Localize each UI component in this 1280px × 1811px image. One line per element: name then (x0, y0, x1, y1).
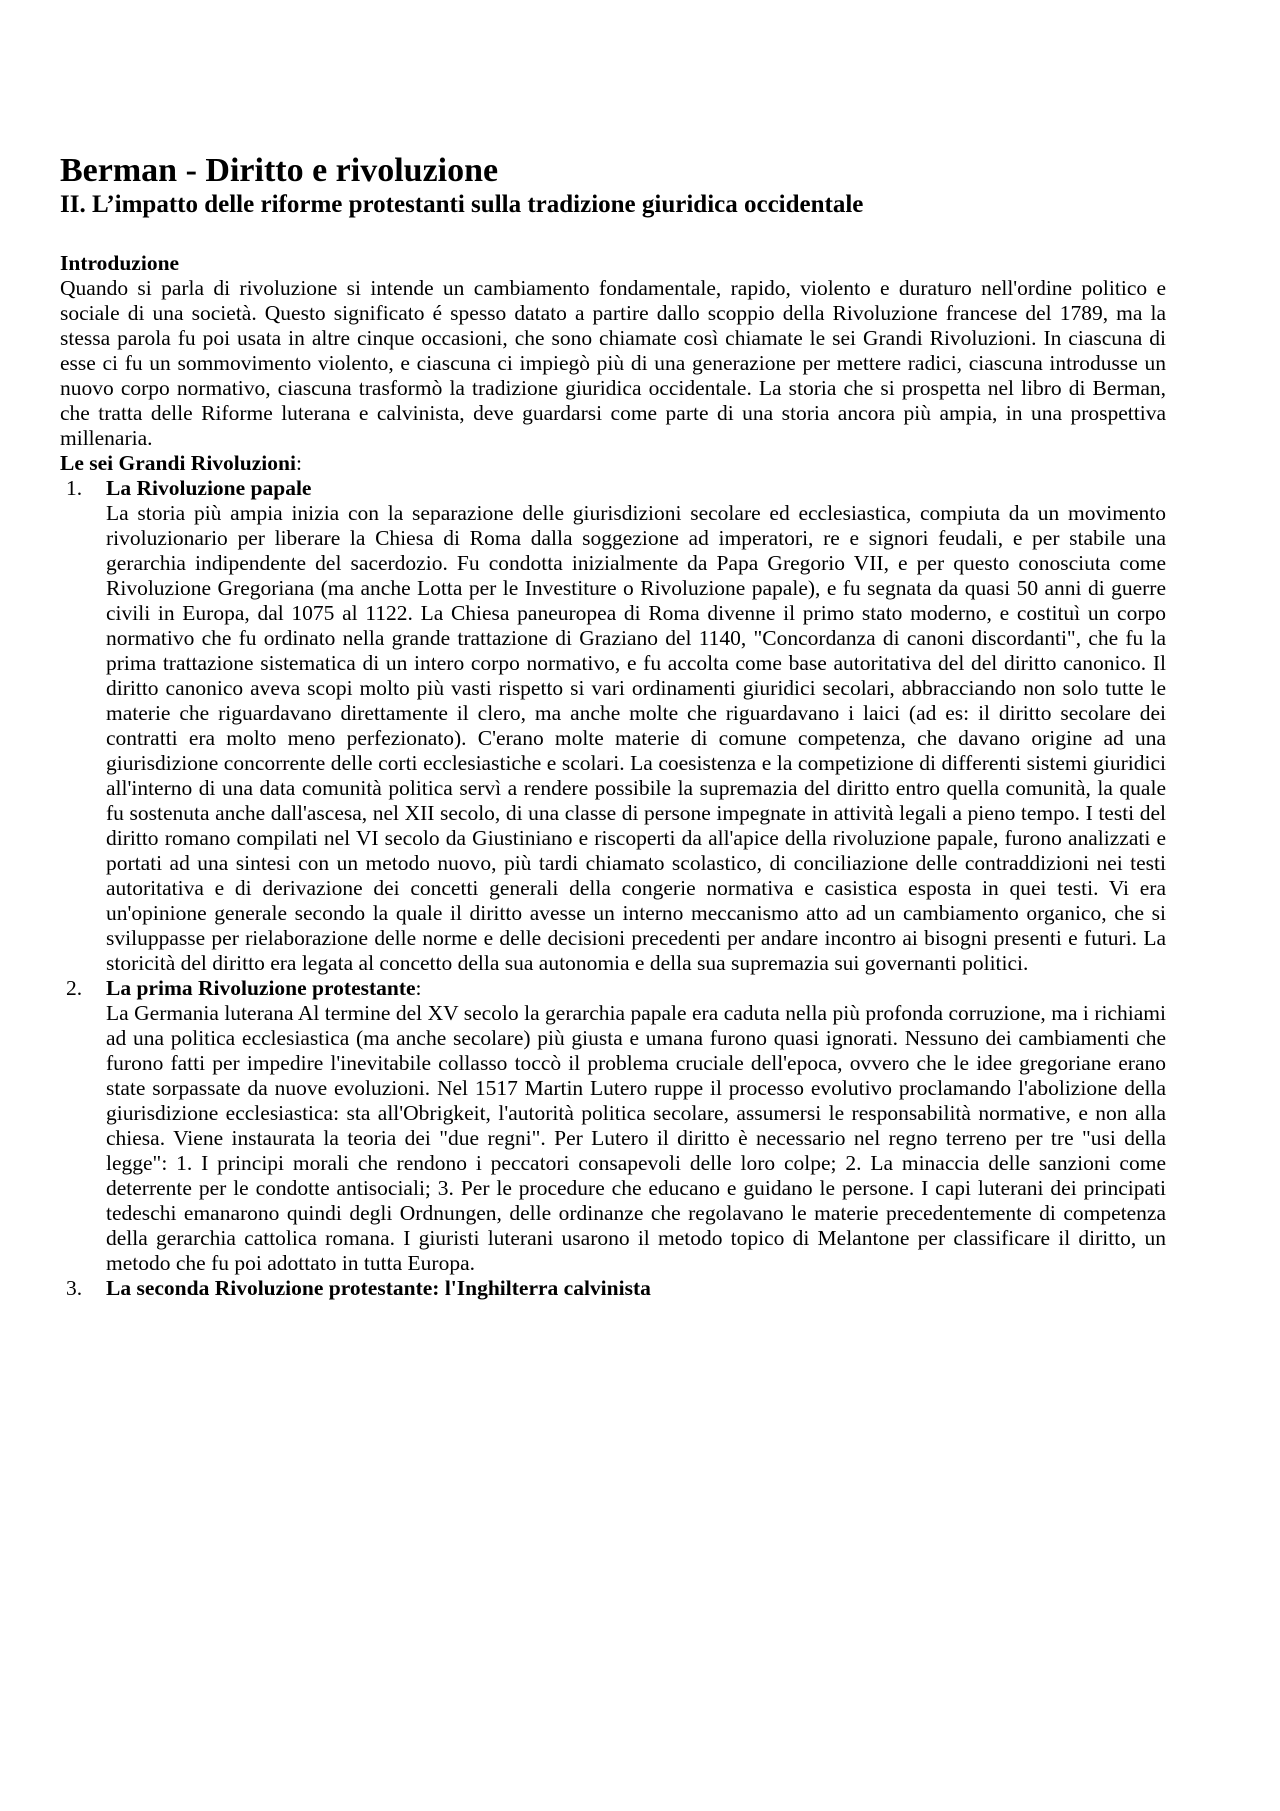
intro-paragraph: Quando si parla di rivoluzione si intende un cambiamento fondamentale, rapido, violento e duraturo nell'ordine politico e sociale di una società. Questo significato é spesso datato a partire dallo scoppio della Rivoluzione francese del 1789, ma la stessa parola fu poi usata in altre cinque occasioni, che sono chiamate così chiamate le sei Grandi Rivoluzioni. In ciascuna di esse ci fu un sommovimento violento, e ciascuna ci impiegò più di una generazione per mettere radici, ciascuna introdusse un nuovo corpo normativo, ciascuna trasformò la tradizione giuridica occidentale. La storia che si prospetta nel libro di Berman, che tratta delle Riforme luterana e calvinista, deve guardarsi come parte di una storia ancora più ampia, in una prospettiva millenaria. (60, 276, 1166, 450)
document-subtitle: II. L’impatto delle riforme protestanti sulla tradizione giuridica occidentale (60, 191, 864, 218)
document-title: Berman - Diritto e rivoluzione (60, 152, 499, 189)
list-item-body: La storia più ampia inizia con la separazione delle giurisdizioni secolare ed ecclesiastica, compiuta da un movimento rivoluzionario per liberare la Chiesa di Roma dalla soggezione ad imperatori, re e signori feudali, e per stabile una gerarchia indipendente del sacerdozio. Fu condotta inizialmente da Papa Gregorio VII, e per questo conosciuta come Rivoluzione Gregoriana (ma anche Lotta per le Investiture o Rivoluzione papale), e fu segnata da quasi 50 anni di guerre civili in Europa, dal 1075 al 1122. La Chiesa paneuropea di Roma divenne il primo stato moderno, e costituì un corpo normativo che fu ordinato nella grande trattazione di Graziano del 1140, "Concordanza di canoni discordanti", che fu la prima trattazione sistematica di un intero corpo normativo, e fu accolta come base autoritativa del del diritto canonico. Il diritto canonico aveva scopi molto più vasti rispetto si vari ordinamenti giuridici secolari, abbracciando non solo tutte le materie che riguardavano direttamente il clero, ma anche molte che riguardavano i laici (ad es: il diritto secolare dei contratti era molto meno perfezionato). C'erano molte materie di comune competenza, che davano origine ad una giurisdizione concorrente delle corti ecclesiastiche e scolari. La coesistenza e la competizione di differenti sistemi giuridici all'interno di una data comunità politica servì a rendere possibile la supremazia del diritto entro quella comunità, la quale fu sostenuta anche dall'ascesa, nel XII secolo, di una classe di persone impegnate in attività legali a pieno tempo. I testi del diritto romano compilati nel VI secolo da Giustiniano e riscoperti da all'apice della rivoluzione papale, furono analizzati e portati ad una sintesi con un metodo nuovo, più tardi chiamato scolastico, di conciliazione delle contraddizioni nei testi autoritativa e di derivazione dei concetti generali della congerie normativa e casistica esposta in quei testi. Vi era un'opinione generale secondo la quale il diritto avesse un interno meccanismo atto ad un cambiamento organico, che si sviluppasse per rielaborazione delle norme e delle decisioni precedenti per andare incontro ai bisogni presenti e futuri. La storicità del diritto era legata al concetto della sua autonomia e della sua supremazia sui governanti politici. (106, 501, 1166, 975)
list-item-number: 1. (66, 476, 83, 500)
revolutions-heading-suffix: : (295, 451, 302, 475)
revolutions-list (60, 476, 1166, 1301)
list-item-number: 3. (66, 1276, 83, 1300)
document-page (60, 152, 1166, 1301)
list-item-title-text: La prima Rivoluzione protestante (106, 976, 416, 1000)
list-item (60, 1276, 1166, 1301)
list-item-title-suffix: : (415, 976, 422, 1000)
revolutions-heading-text: Le sei Grandi Rivoluzioni (60, 451, 296, 475)
intro-heading: Introduzione (60, 251, 180, 275)
list-item-title-text: La seconda Rivoluzione protestante: l'Inghilterra calvinista (106, 1276, 651, 1300)
list-item-title (106, 1276, 1166, 1301)
list-item (60, 476, 1166, 976)
revolutions-heading (60, 451, 1166, 476)
list-item-number: 2. (66, 976, 83, 1000)
list-item-body: La Germania luterana Al termine del XV secolo la gerarchia papale era caduta nella più profonda corruzione, ma i richiami ad una politica ecclesiastica (ma anche secolare) più giusta e umana furono quasi ignorati. Nessuno dei cambiamenti che furono fatti per impedire l'inevitabile collasso toccò il problema cruciale dell'epoca, ovvero che le idee gregoriane erano state sorpassate da nuove evoluzioni. Nel 1517 Martin Lutero ruppe il processo evolutivo proclamando l'abolizione della giurisdizione ecclesiastica: sta all'Obrigkeit, l'autorità politica secolare, assumersi le responsabilità normative, e non alla chiesa. Viene instaurata la teoria dei "due regni". Per Lutero il diritto è necessario nel regno terreno per tre "usi della legge": 1. I principi morali che rendono i peccatori consapevoli delle loro colpe; 2. La minaccia delle sanzioni come deterrente per le condotte antisociali; 3. Per le procedure che educano e guidano le persone. I capi luterani dei principati tedeschi emanarono quindi degli Ordnungen, delle ordinanze che regolavano le materie precedentemente di competenza della gerarchia cattolica romana. I giuristi luterani usarono il metodo topico di Melantone per classificare il diritto, un metodo che fu poi adottato in tutta Europa. (106, 1001, 1166, 1275)
list-item-title-text: La Rivoluzione papale (106, 476, 312, 500)
list-item-title (106, 976, 1166, 1001)
list-item (60, 976, 1166, 1276)
list-item-title (106, 476, 1166, 501)
